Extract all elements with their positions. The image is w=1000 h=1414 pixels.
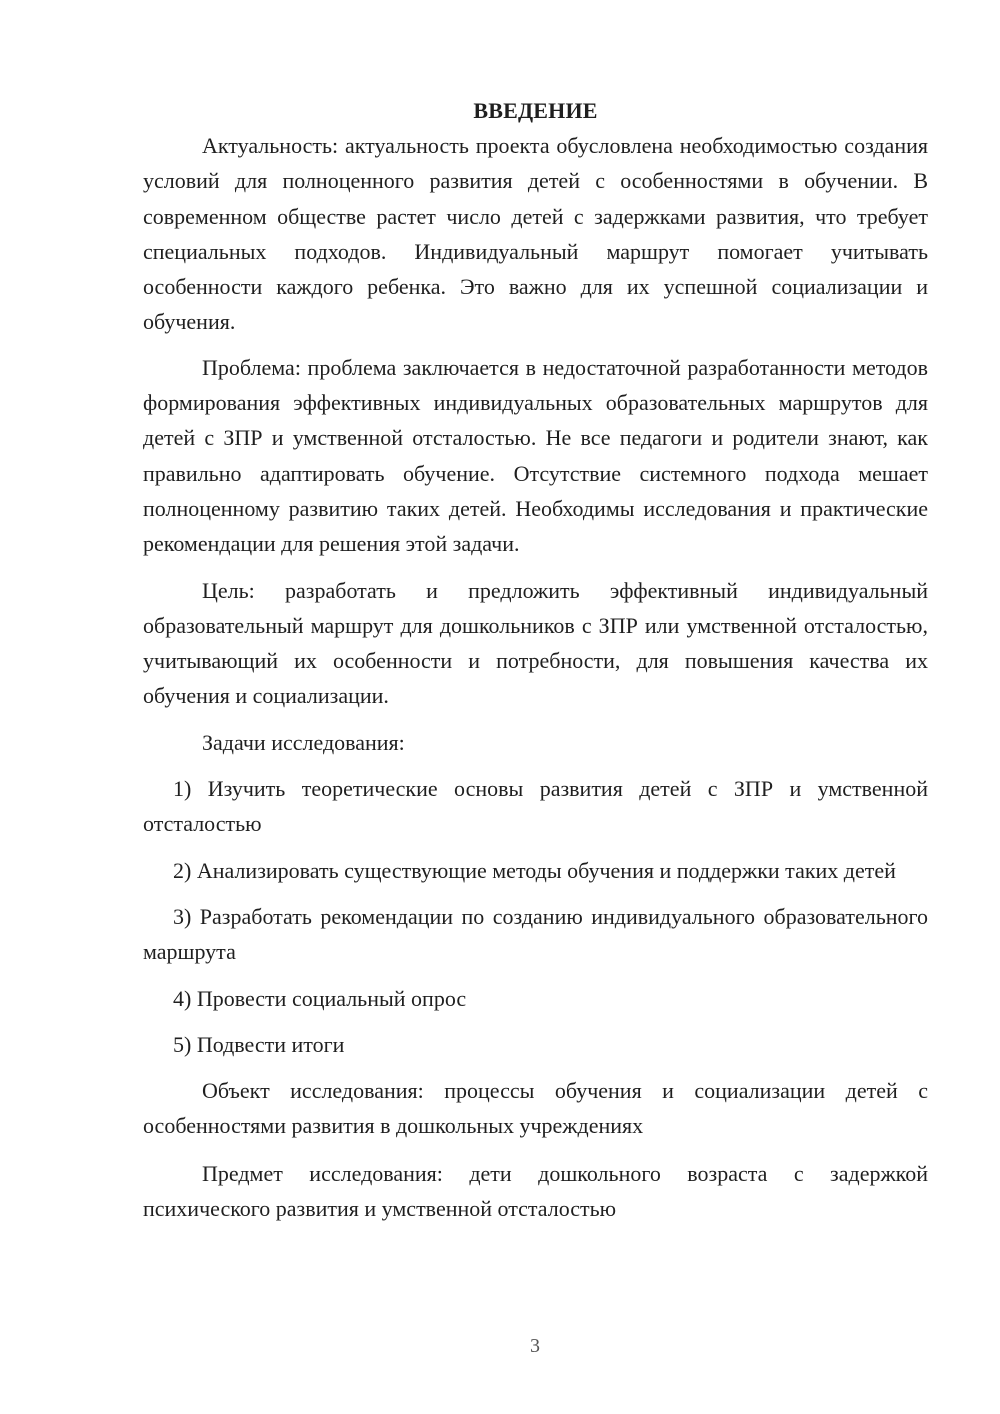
page-body — [143, 93, 928, 1226]
tasks-heading: Задачи исследования: — [202, 729, 405, 755]
list-item-task-1: 1) Изучить теоретические основы развития детей с ЗПР и умственной отсталостью — [143, 776, 928, 837]
page-number: 3 — [530, 1335, 540, 1357]
page-title: ВВЕДЕНИЕ — [473, 98, 598, 123]
list-item-task-3: 3) Разработать рекомендации по созданию индивидуального образовательного маршрута — [143, 903, 928, 965]
list-item-task-2: 2) Анализировать существующие методы обучения и поддержки таких детей — [173, 857, 896, 883]
list-item-task-5: 5) Подвести итоги — [173, 1031, 345, 1057]
paragraph-relevance: Актуальность: актуальность проекта обусловлена необходимостью создания условий для полноценного развития детей с особенностями в обучении. В современном обществе растет число детей с задержками развития, что требует специальных подходов. Индивидуальный маршрут помогает учитывать особенности каждого ребенка. Это важно для их успешной социализации и обучения. — [143, 133, 928, 335]
paragraph-problem: Проблема: проблема заключается в недостаточной разработанности методов формирования эффективных индивидуальных образовательных маршрутов для детей с ЗПР и умственной отсталостью. Не все педагоги и родители знают, как правильно адаптировать обучение. Отсутствие системного подхода мешает полноценному развитию таких детей. Необходимы исследования и практические рекомендации для решения этой задачи. — [143, 354, 928, 557]
paragraph-object: Объект исследования: процессы обучения и социализации детей с особенностями развития в дошкольных учреждениях — [143, 1078, 928, 1139]
list-item-task-4: 4) Провести социальный опрос — [173, 985, 467, 1011]
paragraph-goal: Цель: разработать и предложить эффективный индивидуальный образовательный маршрут для дошкольников с ЗПР или умственной отсталостью, учитывающий их особенности и потребности, для повышения качества их обучения и социализации. — [143, 577, 928, 709]
paragraph-subject: Предмет исследования: дети дошкольного возраста с задержкой психического развития и умственной отсталостью — [143, 1160, 928, 1222]
